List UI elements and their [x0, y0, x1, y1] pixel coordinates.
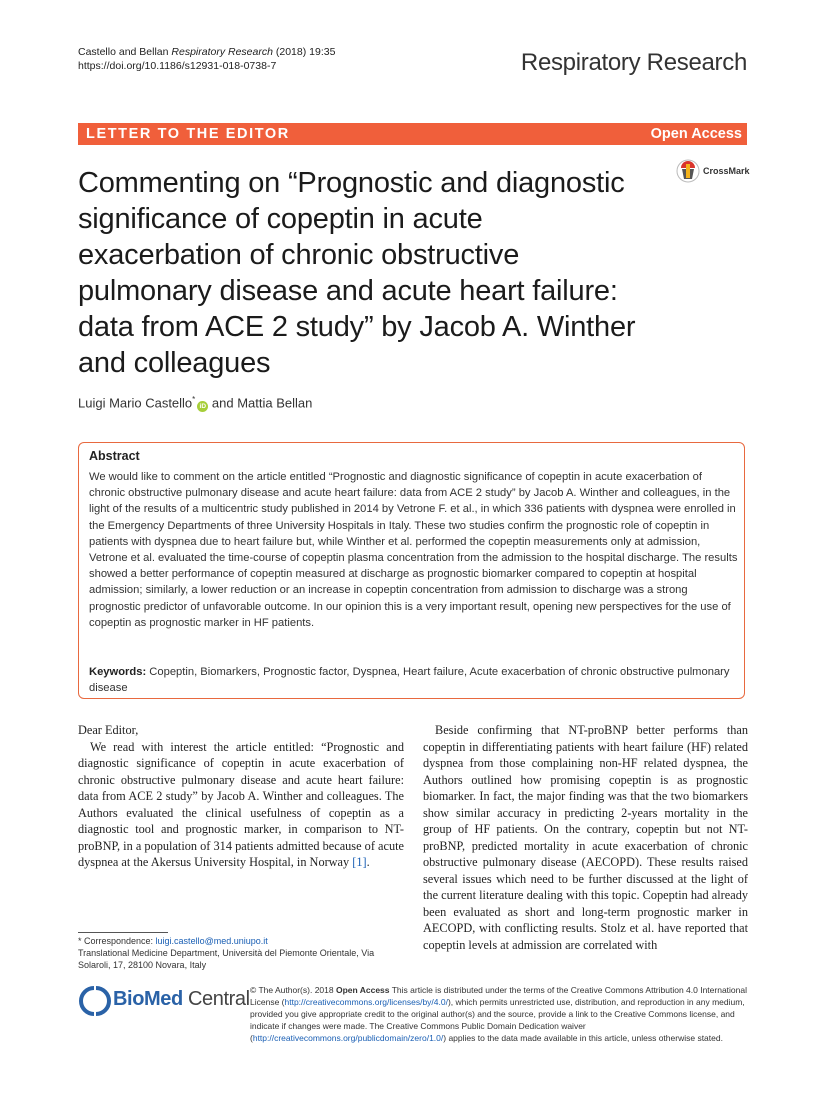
paragraph-end: . [366, 855, 370, 869]
journal-name: Respiratory Research [520, 49, 747, 76]
title-line: and colleagues [78, 347, 271, 379]
body-paragraph: Beside confirming that NT-proBNP better performs than copeptin in differentiating patients with heart failure (HF) related dyspnea from those complaining non-HF related dyspnea, the Authors outlined how promising copeptin is as prognostic biomarker. In fact, the major finding was that the two biomarkers show similar accuracy in predicting 2-years mortality in the group of HF patients. On the contrary, copeptin but not NT-proBNP, predicted mortality in acute exacerbation of chronic obstructive pulmonary disease (AECOPD). These results raised several issues which need to be further discussed at the light of the current literature dealing with this topic. Copeptin had already been evaluated as short and long-term prognostic marker in AECOPD, with conflicting results. Stolz et al. have reported that copeptin levels at admission are correlated with [423, 723, 748, 952]
title-line: Commenting on “Prognostic and diagnostic [78, 167, 625, 199]
reference-link[interactable]: [1] [352, 855, 367, 869]
license-url-2[interactable]: http://creativecommons.org/publicdomain/zero/1.0/ [252, 1033, 444, 1043]
citation-volume: (2018) 19:35 [272, 46, 336, 58]
license-url-1[interactable]: http://creativecommons.org/licenses/by/4.0/ [284, 997, 448, 1007]
footnote [78, 935, 404, 971]
copyright: © The Author(s). 2018 [250, 985, 336, 995]
biomed-central-logo [113, 988, 250, 1011]
abstract-text: We would like to comment on the article entitled “Prognostic and diagnostic significance of copeptin in acute exacerbation of chronic obstructive pulmonary disease and acute heart failure: data from ACE 2 study” by Jacob A. Winther and colleagues, in the light of the results of a multicentric study published in 2014 by Vetrone F. et al., in which 336 patients with dyspnea were enrolled in the Emergency Departments of three University Hospitals in Italy. These two studies confirm the prognostic role of copeptin in patients with dyspnea due to heart failure but, while Winther et al. performed the copeptin measurements only at admission, Vetrone et al. evaluated the time-course of copeptin plasma concentration from the admission to the hospital discharge. The results showed a better performance of copeptin measured at discharge as prognostic biomarker compared to copeptin at hospital admission; similarly, a lower reduction or an increase in copeptin concentration from admission to discharge was a strong prognostic predictor of unfavorable outcome. In our opinion this is a very important result, opening new perspectives for the use of copeptin as prognostic marker in HF patients. [89, 471, 738, 629]
affiliation: Translational Medicine Department, Università del Piemonte Orientale, Via Solaroli, 17, 28100 Novara, Italy [78, 948, 375, 970]
article-type-label: LETTER TO THE EDITOR [86, 126, 290, 142]
authors-short: Castello and Bellan [78, 46, 169, 58]
body-column-right [423, 722, 748, 953]
author-connector: and [208, 395, 238, 411]
title-line: exacerbation of chronic obstructive [78, 239, 520, 271]
salutation: Dear Editor, [78, 723, 139, 737]
body-paragraph [78, 739, 404, 871]
paragraph-text: We read with interest the article entitled: “Prognostic and diagnostic significance of copeptin in acute exacerbation of chronic obstructive pulmonary disease and acute heart failure: data from ACE 2 study” by Jacob A. Winther and colleagues. The Authors evaluated the clinical usefulness of copeptin as a diagnostic tool and prognostic marker, in comparison to NT-proBNP, in a population of 314 patients admitted because of acute dyspnea at the Akersus University Hospital, in Norway [78, 739, 404, 869]
keywords-label: Keywords: [89, 666, 147, 678]
article-title [78, 165, 668, 381]
license-text-3: ) applies to the data made available in this article, unless otherwise stated. [443, 1033, 723, 1043]
title-line: data from ACE 2 study” by Jacob A. Winther [78, 311, 636, 343]
title-line: significance of copeptin in acute [78, 203, 483, 235]
footnote-divider [78, 932, 168, 933]
keywords [89, 664, 741, 696]
orcid-icon[interactable]: iD [197, 401, 208, 412]
open-access-label: Open Access [650, 126, 742, 142]
biomed-central-logo-icon [78, 985, 112, 1017]
logo-light: Central [182, 988, 250, 1010]
logo-bold: BioMed [113, 988, 183, 1010]
license-text-1: This article is distributed under the terms of the Creative Commons Attribution 4.0 International License ( [250, 985, 748, 1007]
doi-link[interactable]: https://doi.org/10.1186/s12931-018-0738-7 [78, 60, 277, 72]
author-list [78, 395, 312, 412]
correspondence-line [78, 935, 404, 947]
license-text [250, 984, 748, 1044]
license-text-2: ), which permits unrestricted use, distribution, and reproduction in any medium, provided you give appropriate credit to the original author(s) and the source, provide a link to the Creative Commons license, and indicate if changes were made. The Creative Commons Public Domain Dedication waiver ( [250, 997, 745, 1043]
author-name[interactable]: Luigi Mario Castello [78, 395, 193, 411]
correspondence-email[interactable]: luigi.castello@med.uniupo.it [155, 936, 268, 946]
license-open-access: Open Access [335, 985, 390, 995]
journal-italic: Respiratory Research [171, 46, 273, 58]
article-meta [78, 45, 335, 73]
title-line: pulmonary disease and acute heart failure: [78, 275, 618, 307]
correspondence-label: * Correspondence: [78, 936, 156, 946]
author-name[interactable]: Mattia Bellan [237, 395, 313, 411]
body-column-left [78, 722, 404, 871]
crossmark-label[interactable]: CrossMark [703, 166, 750, 176]
corresponding-mark: * [192, 395, 196, 404]
abstract-heading: Abstract [89, 449, 140, 463]
citation-line [78, 45, 335, 59]
crossmark-icon[interactable] [676, 159, 700, 183]
keywords-list: Copeptin, Biomarkers, Prognostic factor, Dyspnea, Heart failure, Acute exacerbation of chronic obstructive pulmonary disease [89, 666, 730, 695]
article-type-banner [78, 123, 747, 145]
